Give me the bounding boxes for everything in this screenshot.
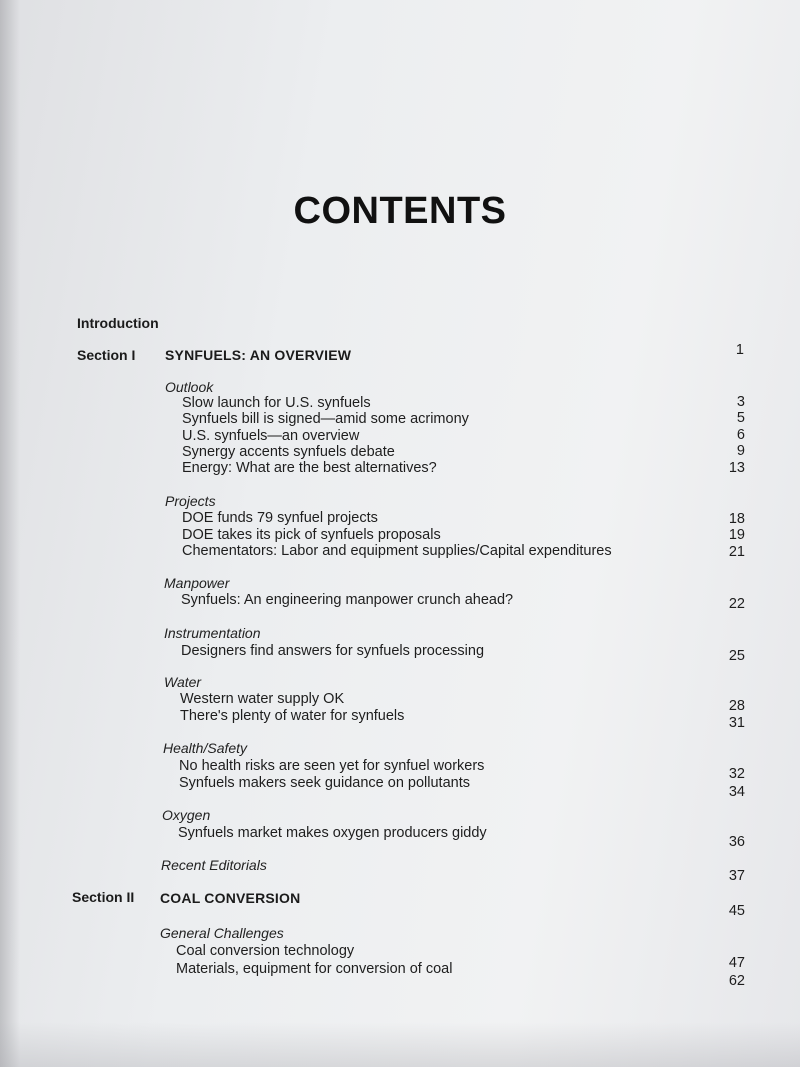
group-oxygen: Oxygen — [162, 807, 211, 823]
toc-page-number: 28 — [728, 698, 745, 714]
page-title: CONTENTS — [293, 190, 507, 232]
section-2-title: COAL CONVERSION — [160, 890, 301, 906]
toc-page-number: 31 — [728, 715, 745, 731]
toc-entry: There's plenty of water for synfuels — [180, 708, 405, 724]
group-instrumentation: Instrumentation — [164, 625, 261, 641]
toc-entry: DOE takes its pick of synfuels proposals — [182, 527, 441, 543]
toc-entry: Synfuels: An engineering manpower crunch ahead? — [181, 592, 514, 608]
toc-page-number: 22 — [728, 596, 745, 612]
section-1-page: 1 — [735, 342, 744, 358]
toc-entry: Chementators: Labor and equipment supplies/Capital expenditures — [182, 543, 612, 559]
group-outlook: Outlook — [165, 379, 214, 395]
toc-entry: Western water supply OK — [180, 691, 345, 707]
toc-page-number: 9 — [736, 443, 745, 459]
toc-entry: Synfuels market makes oxygen producers giddy — [178, 825, 487, 841]
section-1-label: Section I — [77, 347, 136, 363]
toc-page-number: 32 — [728, 766, 745, 782]
group-manpower: Manpower — [164, 575, 230, 591]
group-health-safety: Health/Safety — [163, 740, 248, 756]
group-general-challenges: General Challenges — [160, 925, 284, 941]
toc-page-number: 3 — [736, 394, 745, 410]
toc-page-number: 37 — [728, 868, 745, 884]
toc-entry: Materials, equipment for conversion of coal — [176, 961, 453, 977]
section-2-page: 45 — [728, 903, 745, 919]
toc-page-number: 21 — [728, 544, 745, 560]
toc-page-number: 19 — [728, 527, 745, 543]
group-projects: Projects — [165, 493, 216, 509]
toc-page-number: 6 — [736, 427, 745, 443]
group-recent-editorials: Recent Editorials — [161, 857, 267, 873]
page-bottom-edge — [0, 1022, 800, 1067]
section-2-label: Section II — [72, 889, 135, 905]
toc-page-number: 5 — [736, 410, 745, 426]
toc-entry: Synfuels bill is signed—amid some acrimony — [182, 411, 469, 427]
toc-entry: Synfuels makers seek guidance on pollutants — [179, 775, 470, 791]
toc-page-number: 34 — [728, 784, 745, 800]
toc-page-number: 25 — [728, 648, 745, 664]
toc-page-number: 18 — [728, 511, 745, 527]
toc-page-number: 13 — [728, 460, 745, 476]
toc-entry: No health risks are seen yet for synfuel workers — [179, 758, 485, 774]
toc-entry: Slow launch for U.S. synfuels — [182, 395, 371, 411]
page-gutter-shadow — [0, 0, 20, 1067]
toc-entry: DOE funds 79 synfuel projects — [182, 510, 378, 526]
toc-page-number: 47 — [728, 955, 745, 971]
toc-entry: Synergy accents synfuels debate — [182, 444, 395, 460]
introduction-label: Introduction — [77, 315, 159, 331]
toc-entry: Energy: What are the best alternatives? — [182, 460, 437, 476]
toc-entry: Coal conversion technology — [176, 943, 355, 959]
toc-page-number: 62 — [728, 973, 745, 989]
toc-page-number: 36 — [728, 834, 745, 850]
section-1-title: SYNFUELS: AN OVERVIEW — [165, 347, 352, 363]
toc-entry: Designers find answers for synfuels processing — [181, 643, 485, 659]
group-water: Water — [164, 674, 202, 690]
toc-entry: U.S. synfuels—an overview — [182, 428, 360, 444]
